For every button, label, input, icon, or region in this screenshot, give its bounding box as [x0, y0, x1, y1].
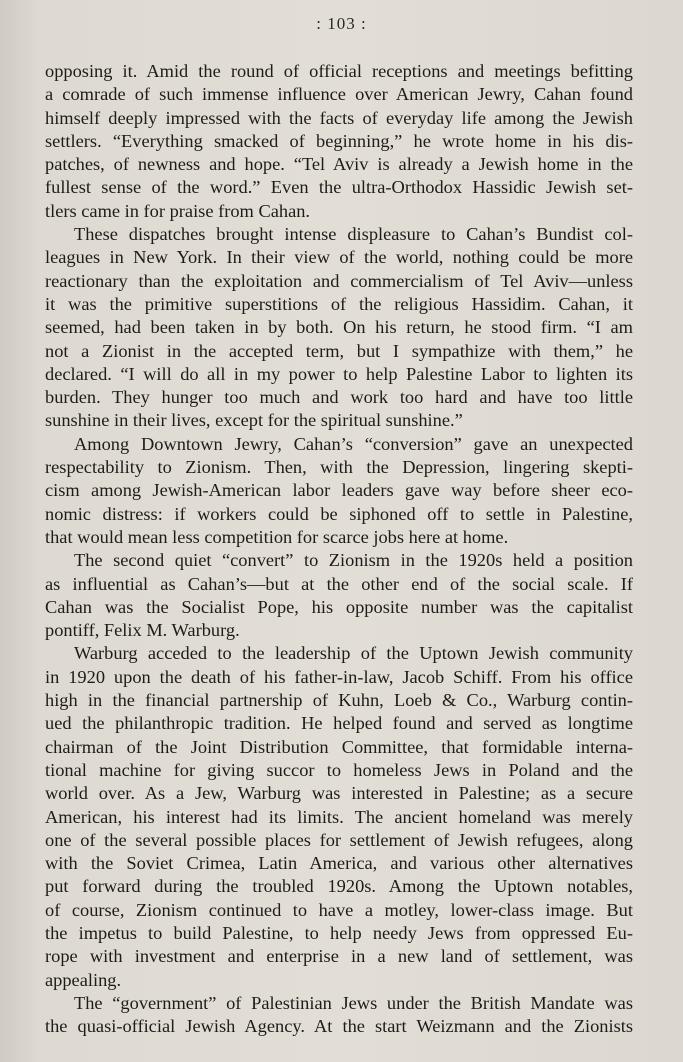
text-line: one of the several possible places for settlement of Jewish refugees, along [45, 829, 633, 850]
text-line: The second quiet “convert” to Zionism in the 1920s held a position [74, 550, 633, 571]
text-line: American, his interest had its limits. The ancient homeland was merely [45, 806, 633, 827]
text-line: declared. “I will do all in my power to help Palestine Labor to lighten its [45, 363, 633, 384]
text-line: chairman of the Joint Distribution Committee, that formidable interna- [45, 736, 633, 757]
text-line: the impetus to build Palestine, to help needy Jews from oppressed Eu- [45, 922, 633, 943]
paragraph [45, 60, 633, 223]
text-line: opposing it. Amid the round of official receptions and meetings befitting [45, 61, 633, 81]
text-line: with the Soviet Crimea, Latin America, and various other alternatives [45, 853, 633, 874]
text-line: nomic distress: if workers could be siphoned off to settle in Palestine, [45, 503, 633, 524]
text-line: world over. As a Jew, Warburg was interested in Palestine; as a secure [45, 783, 633, 804]
text-line: seemed, had been taken in by both. On his return, he stood firm. “I am [45, 317, 633, 338]
text-line: high in the financial partnership of Kuhn, Loeb & Co., Warburg contin- [45, 690, 633, 711]
paragraph [45, 992, 633, 1039]
text-line: of course, Zionism continued to have a motley, lower-class image. But [45, 899, 633, 920]
text-line: appealing. [45, 969, 122, 990]
text-line: reactionary than the exploitation and commercialism of Tel Aviv—unless [45, 270, 633, 291]
text-line: in 1920 upon the death of his father-in-law, Jacob Schiff. From his office [45, 666, 633, 687]
paragraph [45, 223, 633, 433]
text-line: as influential as Cahan’s—but at the other end of the social scale. If [45, 573, 633, 594]
text-line: fullest sense of the word.” Even the ultra-Orthodox Hassidic Jewish set- [45, 177, 633, 198]
text-line: Among Downtown Jewry, Cahan’s “conversion” gave an unexpected [74, 433, 633, 454]
text-line: The “government” of Palestinian Jews under the British Mandate was [74, 992, 633, 1013]
text-line: cism among Jewish-American labor leaders gave way before sheer eco- [45, 480, 633, 501]
text-line: put forward during the troubled 1920s. Among the Uptown notables, [45, 876, 633, 897]
text-line: it was the primitive superstitions of the religious Hassidim. Cahan, it [45, 293, 633, 314]
text-line: Cahan was the Socialist Pope, his opposite number was the capitalist [45, 596, 633, 617]
text-line: patches, of newness and hope. “Tel Aviv is already a Jewish home in the [45, 154, 633, 175]
text-line: a comrade of such immense influence over American Jewry, Cahan found [45, 84, 633, 105]
text-line: leagues in New York. In their view of the world, nothing could be more [45, 247, 633, 268]
body-text [45, 60, 633, 1038]
text-line: that would mean less competition for scarce jobs here at home. [45, 526, 509, 547]
text-line: tlers came in for praise from Cahan. [45, 200, 311, 221]
paragraph [45, 549, 633, 642]
paragraph [45, 433, 633, 549]
text-line: These dispatches brought intense displeasure to Cahan’s Bundist col- [74, 224, 633, 245]
text-line: the quasi-official Jewish Agency. At the start Weizmann and the Zionists [45, 1016, 633, 1037]
text-line: respectability to Zionism. Then, with the Depression, lingering skepti- [45, 457, 633, 478]
text-line: burden. They hunger too much and work too hard and have too little [45, 387, 633, 408]
text-line: ued the philanthropic tradition. He helped found and served as longtime [45, 713, 633, 734]
text-line: pontiff, Felix M. Warburg. [45, 620, 240, 641]
text-line: settlers. “Everything smacked of beginning,” he wrote home in his dis- [45, 130, 633, 151]
text-line: tional machine for giving succor to homeless Jews in Poland and the [45, 759, 633, 780]
text-line: rope with investment and enterprise in a new land of settlement, was [45, 946, 633, 967]
paragraph [45, 642, 633, 991]
text-line: sunshine in their lives, except for the spiritual sunshine.” [45, 410, 463, 431]
text-line: himself deeply impressed with the facts of everyday life among the Jewish [45, 107, 633, 128]
text-line: not a Zionist in the accepted term, but I sympathize with them,” he [45, 340, 633, 361]
page-number: : 103 : [316, 14, 367, 33]
text-line: Warburg acceded to the leadership of the Uptown Jewish community [74, 643, 633, 664]
